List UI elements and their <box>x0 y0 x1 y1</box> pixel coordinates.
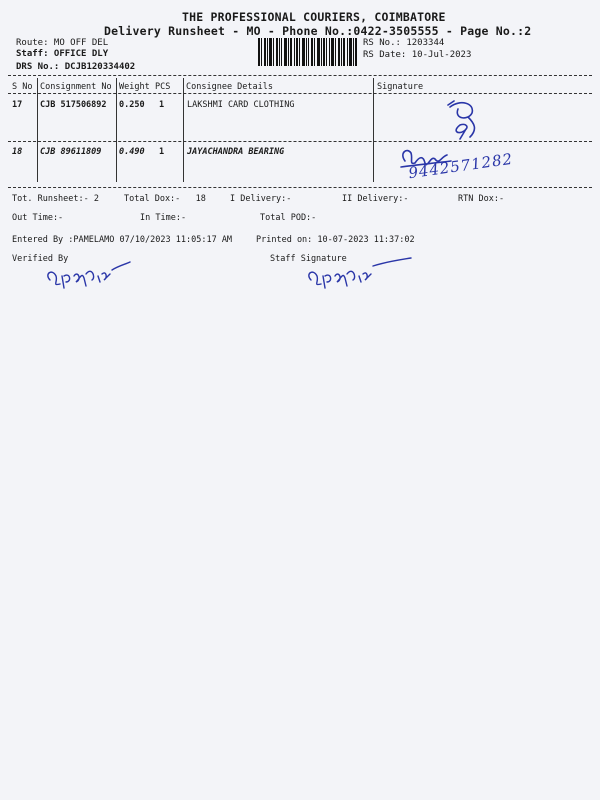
in-time: In Time:- <box>140 213 187 223</box>
printed-on: Printed on: 10-07-2023 11:37:02 <box>256 235 415 245</box>
table-row-consignment: CJB 89611809 <box>40 147 102 157</box>
table-row-pcs: 1 <box>159 147 165 157</box>
col-header-consignment: Consignment No <box>40 82 112 92</box>
drs-number: DRS No.: DCJB120334402 <box>16 62 136 72</box>
col-divider <box>37 78 38 182</box>
col-divider <box>373 78 374 182</box>
total-pod: Total POD:- <box>260 213 317 223</box>
out-time: Out Time:- <box>12 213 64 223</box>
row-separator <box>8 141 592 142</box>
table-row-sno: 18 <box>12 147 23 157</box>
col-header-weight: Weight <box>119 82 150 92</box>
table-row-sno: 17 <box>12 100 23 110</box>
table-bottom-rule <box>8 187 592 188</box>
entered-by: Entered By :PAMELAMO 07/10/2023 11:05:17 AM <box>12 235 233 245</box>
i-delivery: I Delivery:- <box>230 194 292 204</box>
tot-runsheet: Tot. Runsheet:- 2 <box>12 194 99 204</box>
barcode-image <box>258 38 358 66</box>
rtn-dox: RTN Dox:- <box>458 194 505 204</box>
company-title: THE PROFESSIONAL COURIERS, COIMBATORE <box>182 10 446 24</box>
ii-delivery: II Delivery:- <box>342 194 409 204</box>
col-header-consignee: Consignee Details <box>186 82 273 92</box>
runsheet-subtitle: Delivery Runsheet - MO - Phone No.:0422-3505555 - Page No.:2 <box>104 24 532 38</box>
header-bottom-rule <box>8 93 592 94</box>
verified-by-label: Verified By <box>12 254 69 264</box>
staff-signature <box>305 252 415 294</box>
col-header-sno: S No <box>12 82 33 92</box>
col-header-pcs: PCS <box>155 82 171 92</box>
handwritten-phone: 9442571282 <box>407 149 515 183</box>
staff-signature-label: Staff Signature <box>270 254 347 264</box>
signature-row-17 <box>430 95 490 145</box>
rs-number: RS No.: 1203344 <box>363 38 445 48</box>
table-row-consignee: LAKSHMI CARD CLOTHING <box>187 100 295 110</box>
route-text: Route: MO OFF DEL <box>16 38 109 48</box>
col-divider <box>183 78 184 182</box>
table-row-pcs: 1 <box>159 100 165 110</box>
col-header-signature: Signature <box>377 82 424 92</box>
total-dox: Total Dox:- 18 <box>124 194 206 204</box>
table-row-weight: 0.490 <box>119 147 145 157</box>
staff-text: Staff: OFFICE DLY <box>16 49 109 59</box>
table-row-consignment: CJB 517506892 <box>40 100 107 110</box>
table-row-consignee: JAYACHANDRA BEARING <box>187 147 285 157</box>
verified-by-signature <box>42 256 132 292</box>
table-row-weight: 0.250 <box>119 100 145 110</box>
col-divider <box>116 78 117 182</box>
rs-date: RS Date: 10-Jul-2023 <box>363 50 472 60</box>
table-top-rule <box>8 75 592 76</box>
